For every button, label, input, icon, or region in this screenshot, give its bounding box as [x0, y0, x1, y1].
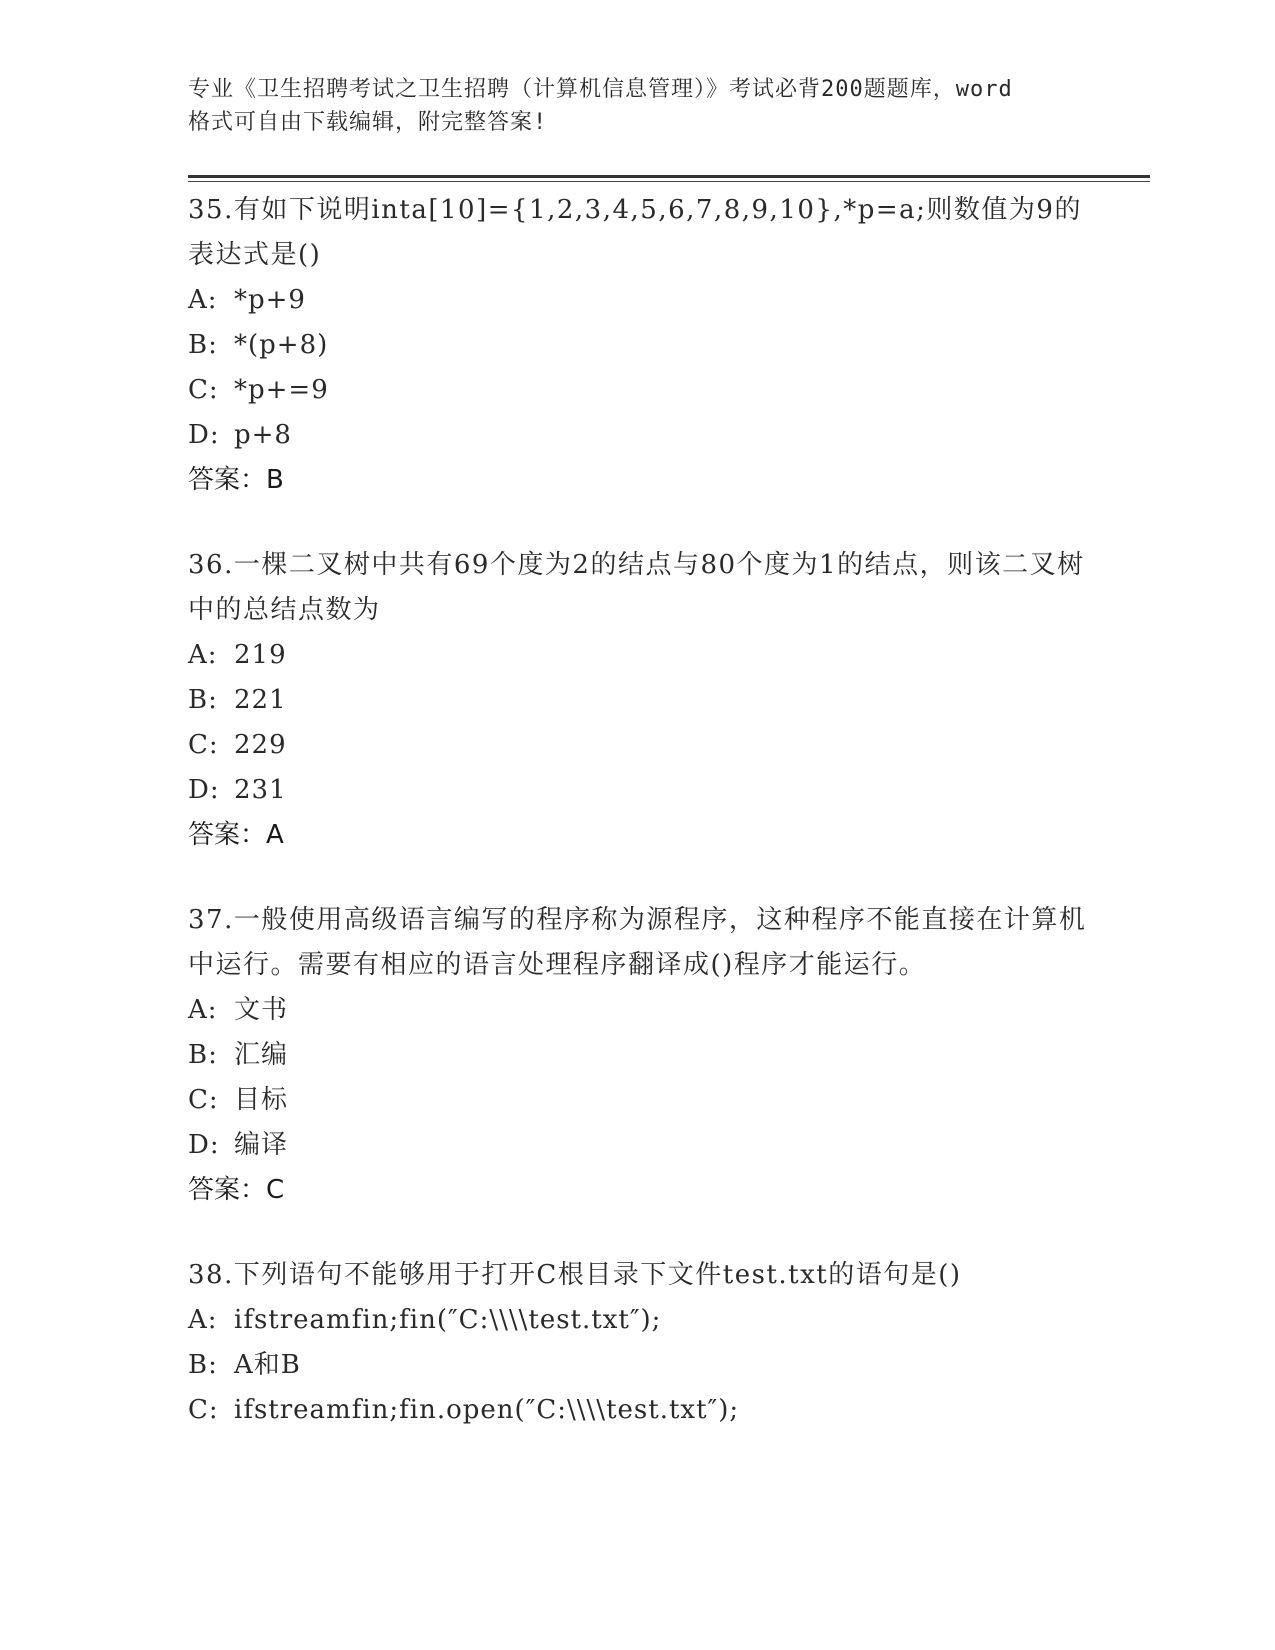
question-text: 37.一般使用高级语言编写的程序称为源程序，这种程序不能直接在计算机中运行。需要有相应的语言处理程序翻译成()程序才能运行。 — [188, 905, 1087, 980]
option-d — [188, 1123, 1088, 1168]
option-letter: D: — [188, 775, 220, 805]
question-text: 36.一棵二叉树中共有69个度为2的结点与80个度为1的结点，则该二叉树中的总结点数为 — [188, 550, 1085, 625]
option-letter: C: — [188, 375, 219, 405]
option-a — [188, 1298, 1088, 1343]
question-36 — [188, 543, 1088, 858]
header-line-2: 格式可自由下载编辑，附完整答案! — [188, 110, 548, 135]
answer-label: 答案：B — [188, 465, 284, 495]
option-text: 229 — [234, 730, 287, 760]
header-divider-thin — [188, 181, 1150, 182]
option-d — [188, 768, 1088, 813]
option-text: 221 — [234, 685, 287, 715]
option-text: A和B — [234, 1350, 301, 1380]
question-text: 35.有如下说明inta[10]={1,2,3,4,5,6,7,8,9,10},*p=a;则数值为9的表达式是() — [188, 195, 1082, 270]
question-38 — [188, 1253, 1088, 1433]
option-text: *(p+8) — [234, 330, 329, 360]
option-c — [188, 723, 1088, 768]
option-letter: B: — [188, 1350, 218, 1380]
option-letter: B: — [188, 330, 218, 360]
option-d — [188, 413, 1088, 458]
option-text: 目标 — [234, 1085, 289, 1115]
answer-label: 答案：A — [188, 820, 284, 850]
option-b — [188, 678, 1088, 723]
option-text: ifstreamfin;fin(″C:\\\\test.txt″); — [234, 1305, 662, 1335]
question-35 — [188, 188, 1088, 503]
option-text: p+8 — [234, 420, 292, 450]
document-header — [188, 73, 1088, 139]
option-letter: C: — [188, 1395, 219, 1425]
option-text: 219 — [234, 640, 287, 670]
option-letter: C: — [188, 1085, 219, 1115]
option-letter: B: — [188, 685, 218, 715]
header-divider-thick — [188, 175, 1150, 178]
question-list — [188, 188, 1088, 1473]
option-text: *p+9 — [234, 285, 306, 315]
option-text: *p+=9 — [234, 375, 329, 405]
option-letter: A: — [188, 640, 218, 670]
question-37 — [188, 898, 1088, 1213]
option-text: ifstreamfin;fin.open(″C:\\\\test.txt″); — [234, 1395, 740, 1425]
option-b — [188, 323, 1088, 368]
option-a — [188, 278, 1088, 323]
answer-label: 答案：C — [188, 1175, 285, 1205]
question-text: 38.下列语句不能够用于打开C根目录下文件test.txt的语句是() — [188, 1260, 962, 1290]
option-text: 汇编 — [234, 1040, 289, 1070]
option-text: 231 — [234, 775, 287, 805]
option-a — [188, 633, 1088, 678]
option-letter: C: — [188, 730, 219, 760]
option-b — [188, 1033, 1088, 1078]
header-line-1: 专业《卫生招聘考试之卫生招聘（计算机信息管理）》考试必背200题题库，word — [188, 77, 1013, 102]
option-b — [188, 1343, 1088, 1388]
option-letter: A: — [188, 1305, 218, 1335]
option-letter: D: — [188, 420, 220, 450]
option-a — [188, 988, 1088, 1033]
option-c — [188, 1388, 1088, 1433]
option-letter: B: — [188, 1040, 218, 1070]
option-text: 编译 — [234, 1130, 289, 1160]
option-letter: A: — [188, 995, 218, 1025]
option-letter: A: — [188, 285, 218, 315]
option-c — [188, 368, 1088, 413]
option-c — [188, 1078, 1088, 1123]
option-letter: D: — [188, 1130, 220, 1160]
option-text: 文书 — [234, 995, 289, 1025]
